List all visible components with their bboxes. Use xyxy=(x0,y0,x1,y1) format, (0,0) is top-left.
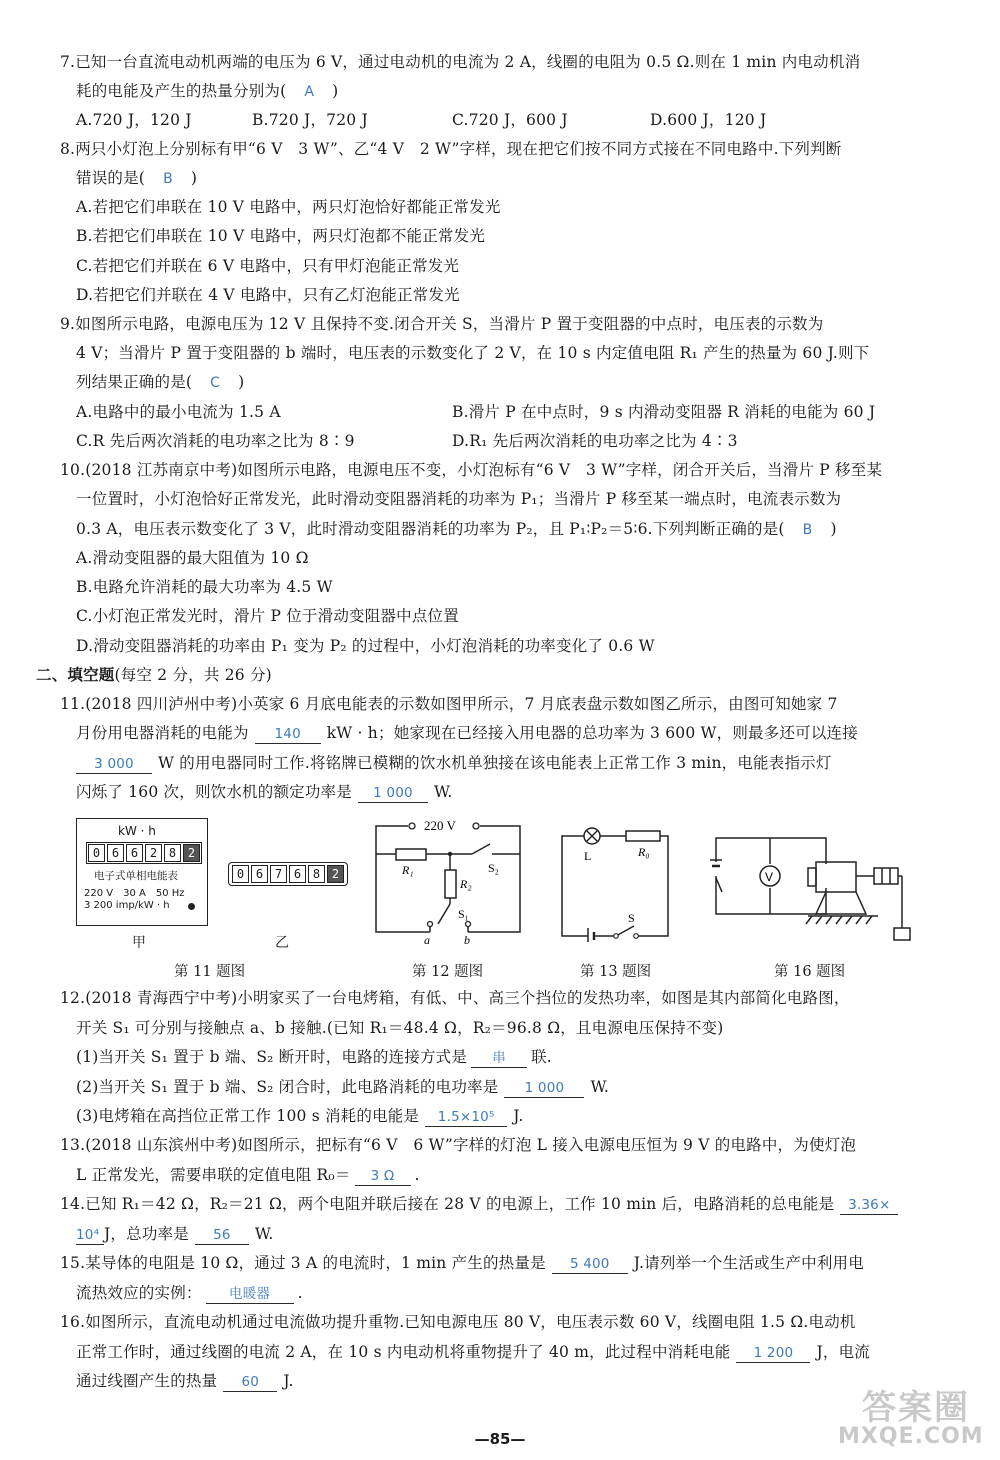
q14-blank-2: 56 xyxy=(195,1227,249,1245)
circuit-q13-l-label: L xyxy=(584,849,592,863)
q10-answer: B xyxy=(802,522,813,538)
circuit-q12-voltage: 220 V xyxy=(424,818,456,833)
q9-option-c: C.R 先后两次消耗的电功率之比为 8∶9 xyxy=(76,432,355,450)
meter-jia-figure xyxy=(76,818,210,928)
caption-fig11: 第 11 题图 xyxy=(174,964,246,980)
motor-q16-motor xyxy=(816,862,856,892)
circuit-q12-s1-label: S₁ xyxy=(458,907,469,921)
meter-jia-unit: kW · h xyxy=(118,824,156,838)
site-watermark xyxy=(808,1380,988,1455)
meter-yi-digit: 6 xyxy=(289,865,306,883)
q12-blank-3: 1.5×10⁵ xyxy=(425,1109,507,1127)
q14-blank-1: 3.36× xyxy=(840,1197,898,1215)
motor-q16-wire-top xyxy=(736,838,826,864)
circuit-q13-switch xyxy=(616,926,634,936)
q14-blank-1-cont: 10⁴ xyxy=(76,1227,104,1245)
page-number: —85— xyxy=(474,1430,526,1448)
meter-jia-digit: 6 xyxy=(107,844,124,862)
meter-jia-digits xyxy=(86,842,202,864)
q11-line1: 11.(2018 四川泸州中考)小英家 6 月底电能表的示数如图甲所示，7 月底表盘示数如图乙所示，由图可知她家 7 xyxy=(60,695,838,713)
meter-yi-label: 乙 xyxy=(275,935,289,951)
q16-line3: 通过线圈产生的热量 60 J. xyxy=(76,1372,294,1390)
q12-sub2: (2)当开关 S₁ 置于 b 端、S₂ 闭合时，此电路消耗的电功率是 1 000 W. xyxy=(76,1078,610,1096)
q7-option-b: B.720 J，720 J xyxy=(252,111,368,129)
caption-fig13: 第 13 题图 xyxy=(580,964,652,980)
q7-option-c: C.720 J，600 J xyxy=(452,111,568,129)
q13-line2: L 正常发光，需要串联的定值电阻 R₀＝ 3 Ω . xyxy=(76,1166,420,1184)
q16-line2: 正常工作时，通过线圈的电流 2 A，在 10 s 内电动机将重物提升了 40 m，此过程中消耗电能 1 200 J，电流 xyxy=(76,1343,870,1361)
q8-option-a: A.若把它们串联在 10 V 电路中，两只灯泡恰好都能正常发光 xyxy=(76,198,501,216)
circuit-q12-r1-label: R₁ xyxy=(402,863,414,877)
watermark-logo-text: 答案圈 xyxy=(862,1388,970,1428)
q9-option-b: B.滑片 P 在中点时，9 s 内滑动变阻器 R 消耗的电能为 60 J xyxy=(452,403,876,421)
motor-q16-drum xyxy=(874,868,898,884)
q8-answer: B xyxy=(163,171,173,187)
q7-option-d: D.600 J，120 J xyxy=(650,111,767,129)
q7-option-a: A.720 J，120 J xyxy=(76,111,192,129)
q11-blank-3: 1 000 xyxy=(358,785,428,803)
circuit-q13-r0-label: R₀ xyxy=(638,845,650,859)
q9-line1: 9.如图所示电路，电源电压为 12 V 且保持不变.闭合开关 S，当滑片 P 置于变阻器的中点时，电压表的示数为 xyxy=(60,315,824,333)
circuit-q12-s2 xyxy=(472,844,490,854)
meter-jia-digit: 8 xyxy=(164,844,181,862)
q12-sub3: (3)电烤箱在高挡位正常工作 100 s 消耗的电能是 1.5×10⁵ J. xyxy=(76,1107,524,1125)
section-2-note: (每空 2 分，共 26 分) xyxy=(114,666,272,684)
q15-line1: 15.某导体的电阻是 10 Ω，通过 3 A 的电流时，1 min 产生的热量是 5 400 J.请列举一个生活或生产中利用电 xyxy=(60,1254,864,1272)
q7-line1: 7.已知一台直流电动机两端的电压为 6 V，通过电动机的电流为 2 A，线圈的电阻为 0.5 Ω.则在 1 min 内电动机消 xyxy=(60,53,861,71)
caption-fig12: 第 12 题图 xyxy=(412,964,484,980)
circuit-q12-s1 xyxy=(438,904,450,924)
meter-jia-digit: 6 xyxy=(126,844,143,862)
q10-option-b: B.电路允许消耗的最大功率为 4.5 W xyxy=(76,578,333,596)
motor-q16-stand xyxy=(816,892,866,914)
circuit-q12-r1 xyxy=(396,849,426,860)
q8-option-c: C.若把它们并联在 6 V 电路中，只有甲灯泡能正常发光 xyxy=(76,257,460,275)
q10-option-d: D.滑动变阻器消耗的功率由 P₁ 变为 P₂ 的过程中，小灯泡消耗的功率变化了 0.6 W xyxy=(76,637,655,655)
meter-yi-digit: 0 xyxy=(232,865,249,883)
q10-line2: 一位置时，小灯泡恰好正常发光，此时滑动变阻器消耗的功率为 P₁；当滑片 P 移至某一端点时，电流表示数为 xyxy=(76,490,842,508)
circuit-q13-r0 xyxy=(626,831,660,841)
circuit-q12-figure xyxy=(368,812,528,952)
q10-line3: 0.3 A，电压表示数变化了 3 V，此时滑动变阻器消耗的功率为 P₂，且 P₁∶P₂＝5∶6.下列判断正确的是( B ) xyxy=(76,520,837,538)
q12-blank-2: 1 000 xyxy=(504,1080,584,1098)
q12-line1: 12.(2018 青海西宁中考)小明家买了一台电烤箱，有低、中、高三个挡位的发热功率，如图是其内部简化电路图， xyxy=(60,989,850,1007)
q9-answer: C xyxy=(210,375,221,391)
section-2-heading xyxy=(36,665,272,685)
watermark-url: MXQE.COM xyxy=(838,1424,984,1449)
meter-yi-digit: 7 xyxy=(270,865,287,883)
q10-line1: 10.(2018 江苏南京中考)如图所示电路，电源电压不变，小灯泡标有“6 V 3 W”字样，闭合开关后，当滑片 P 移至某 xyxy=(60,461,883,479)
circuit-q12-s2-label: S₂ xyxy=(488,861,499,875)
q8-line2: 错误的是( B ) xyxy=(76,169,198,187)
q11-line2: 月份用电器消耗的电能为 140 kW · h；她家现在已经接入用电器的总功率为 3 600 W，则最多还可以连接 xyxy=(76,724,858,742)
motor-q16-weight xyxy=(894,928,910,940)
q14-line1: 14.已知 R₁＝42 Ω，R₂＝21 Ω，两个电阻并联后接在 28 V 的电源上，工作 10 min 后，电路消耗的总电能是 3.36× xyxy=(60,1194,898,1215)
meter-jia-name: 电子式单相电能表 xyxy=(94,870,178,882)
q10-option-a: A.滑动变阻器的最大阻值为 10 Ω xyxy=(76,549,309,567)
meter-yi-digit: 6 xyxy=(251,865,268,883)
q7-line2: 耗的电能及产生的热量分别为( A ) xyxy=(76,82,339,100)
q15-blank-1: 5 400 xyxy=(552,1256,628,1274)
q11-line4: 闪烁了 160 次，则饮水机的额定功率是 1 000 W. xyxy=(76,783,453,801)
meter-yi-digit: 8 xyxy=(308,865,325,883)
q16-line1: 16.如图所示，直流电动机通过电流做功提升重物.已知电源电压 80 V，电压表示数 60 V，线圈电阻 1.5 Ω.电动机 xyxy=(60,1313,856,1331)
circuit-q12-r2 xyxy=(445,870,456,898)
q13-line1: 13.(2018 山东滨州中考)如图所示，把标有“6 V 6 W”字样的灯泡 L 接入电源电压恒为 9 V 的电路中，为使灯泡 xyxy=(60,1136,857,1154)
motor-q16-switch xyxy=(716,878,722,892)
q9-option-d: D.R₁ 先后两次消耗的电功率之比为 4∶3 xyxy=(452,432,738,450)
q14-line2: 10⁴ J，总功率是 56 W. xyxy=(76,1225,274,1243)
meter-jia-digit: 2 xyxy=(183,844,200,862)
motor-q16-voltmeter-label: V xyxy=(765,870,774,884)
meter-yi-digit: 2 xyxy=(327,865,344,883)
q16-blank-1: 1 200 xyxy=(736,1345,810,1363)
q9-line3: 列结果正确的是( C ) xyxy=(76,373,245,391)
motor-q16-figure xyxy=(708,830,928,942)
circuit-q12-r2-label: R₂ xyxy=(460,877,472,891)
circuit-q12-a-label: a xyxy=(424,933,430,947)
q9-line2: 4 V；当滑片 P 置于变阻器的 b 端时，电压表的示数变化了 2 V，在 10 s 内定值电阻 R₁ 产生的热量为 60 J.则下 xyxy=(76,344,870,362)
q15-line2: 流热效应的实例： 电暖器 . xyxy=(76,1284,303,1302)
q11-blank-1: 140 xyxy=(255,726,321,744)
q8-option-d: D.若把它们并联在 4 V 电路中，只有乙灯泡能正常发光 xyxy=(76,286,460,304)
q10-option-c: C.小灯泡正常发光时，滑片 P 位于滑动变阻器中点位置 xyxy=(76,607,459,625)
meter-jia-label: 甲 xyxy=(132,935,146,951)
q8-option-b: B.若把它们串联在 10 V 电路中，两只灯泡都不能正常发光 xyxy=(76,227,486,245)
q16-blank-2: 60 xyxy=(223,1374,277,1392)
meter-indicator-light xyxy=(188,903,195,910)
caption-fig16: 第 16 题图 xyxy=(774,964,846,980)
q8-line1: 8.两只小灯泡上分别标有甲“6 V 3 W”、乙“4 V 2 W”字样，现在把它们按不同方式接在不同电路中.下列判断 xyxy=(60,140,842,158)
q11-blank-2: 3 000 xyxy=(76,756,152,774)
q13-blank-1: 3 Ω xyxy=(355,1168,411,1186)
section-2-title: 二、填空题 xyxy=(36,665,115,684)
q11-line3: 3 000 W 的用电器同时工作.将铭牌已模糊的饮水机单独接在该电能表上正常工作 3 min，电能表指示灯 xyxy=(76,753,832,774)
q12-line2: 开关 S₁ 可分别与接触点 a、b 接触.(已知 R₁＝48.4 Ω，R₂＝96.8 Ω，且电源电压保持不变) xyxy=(76,1019,724,1037)
meter-jia-spec1: 220 V 30 A 50 Hz xyxy=(84,888,185,899)
circuit-q13-s-label: S xyxy=(628,911,635,925)
circuit-q12-wire-left xyxy=(376,826,430,932)
q15-blank-2: 电暖器 xyxy=(206,1286,294,1304)
circuit-q12-wire-right xyxy=(468,826,520,932)
q7-answer: A xyxy=(304,84,315,100)
q9-option-a: A.电路中的最小电流为 1.5 A xyxy=(76,403,281,421)
meter-yi-digits xyxy=(228,862,348,886)
meter-jia-digit: 2 xyxy=(145,844,162,862)
meter-jia-spec2: 3 200 imp/kW · h xyxy=(84,900,170,911)
q12-blank-1: 串 xyxy=(471,1050,527,1068)
q12-sub1: (1)当开关 S₁ 置于 b 端、S₂ 断开时，电路的连接方式是 串 联. xyxy=(76,1048,552,1066)
circuit-q12-b-label: b xyxy=(464,933,470,947)
circuit-q13-figure xyxy=(554,822,674,942)
meter-jia-digit: 0 xyxy=(88,844,105,862)
